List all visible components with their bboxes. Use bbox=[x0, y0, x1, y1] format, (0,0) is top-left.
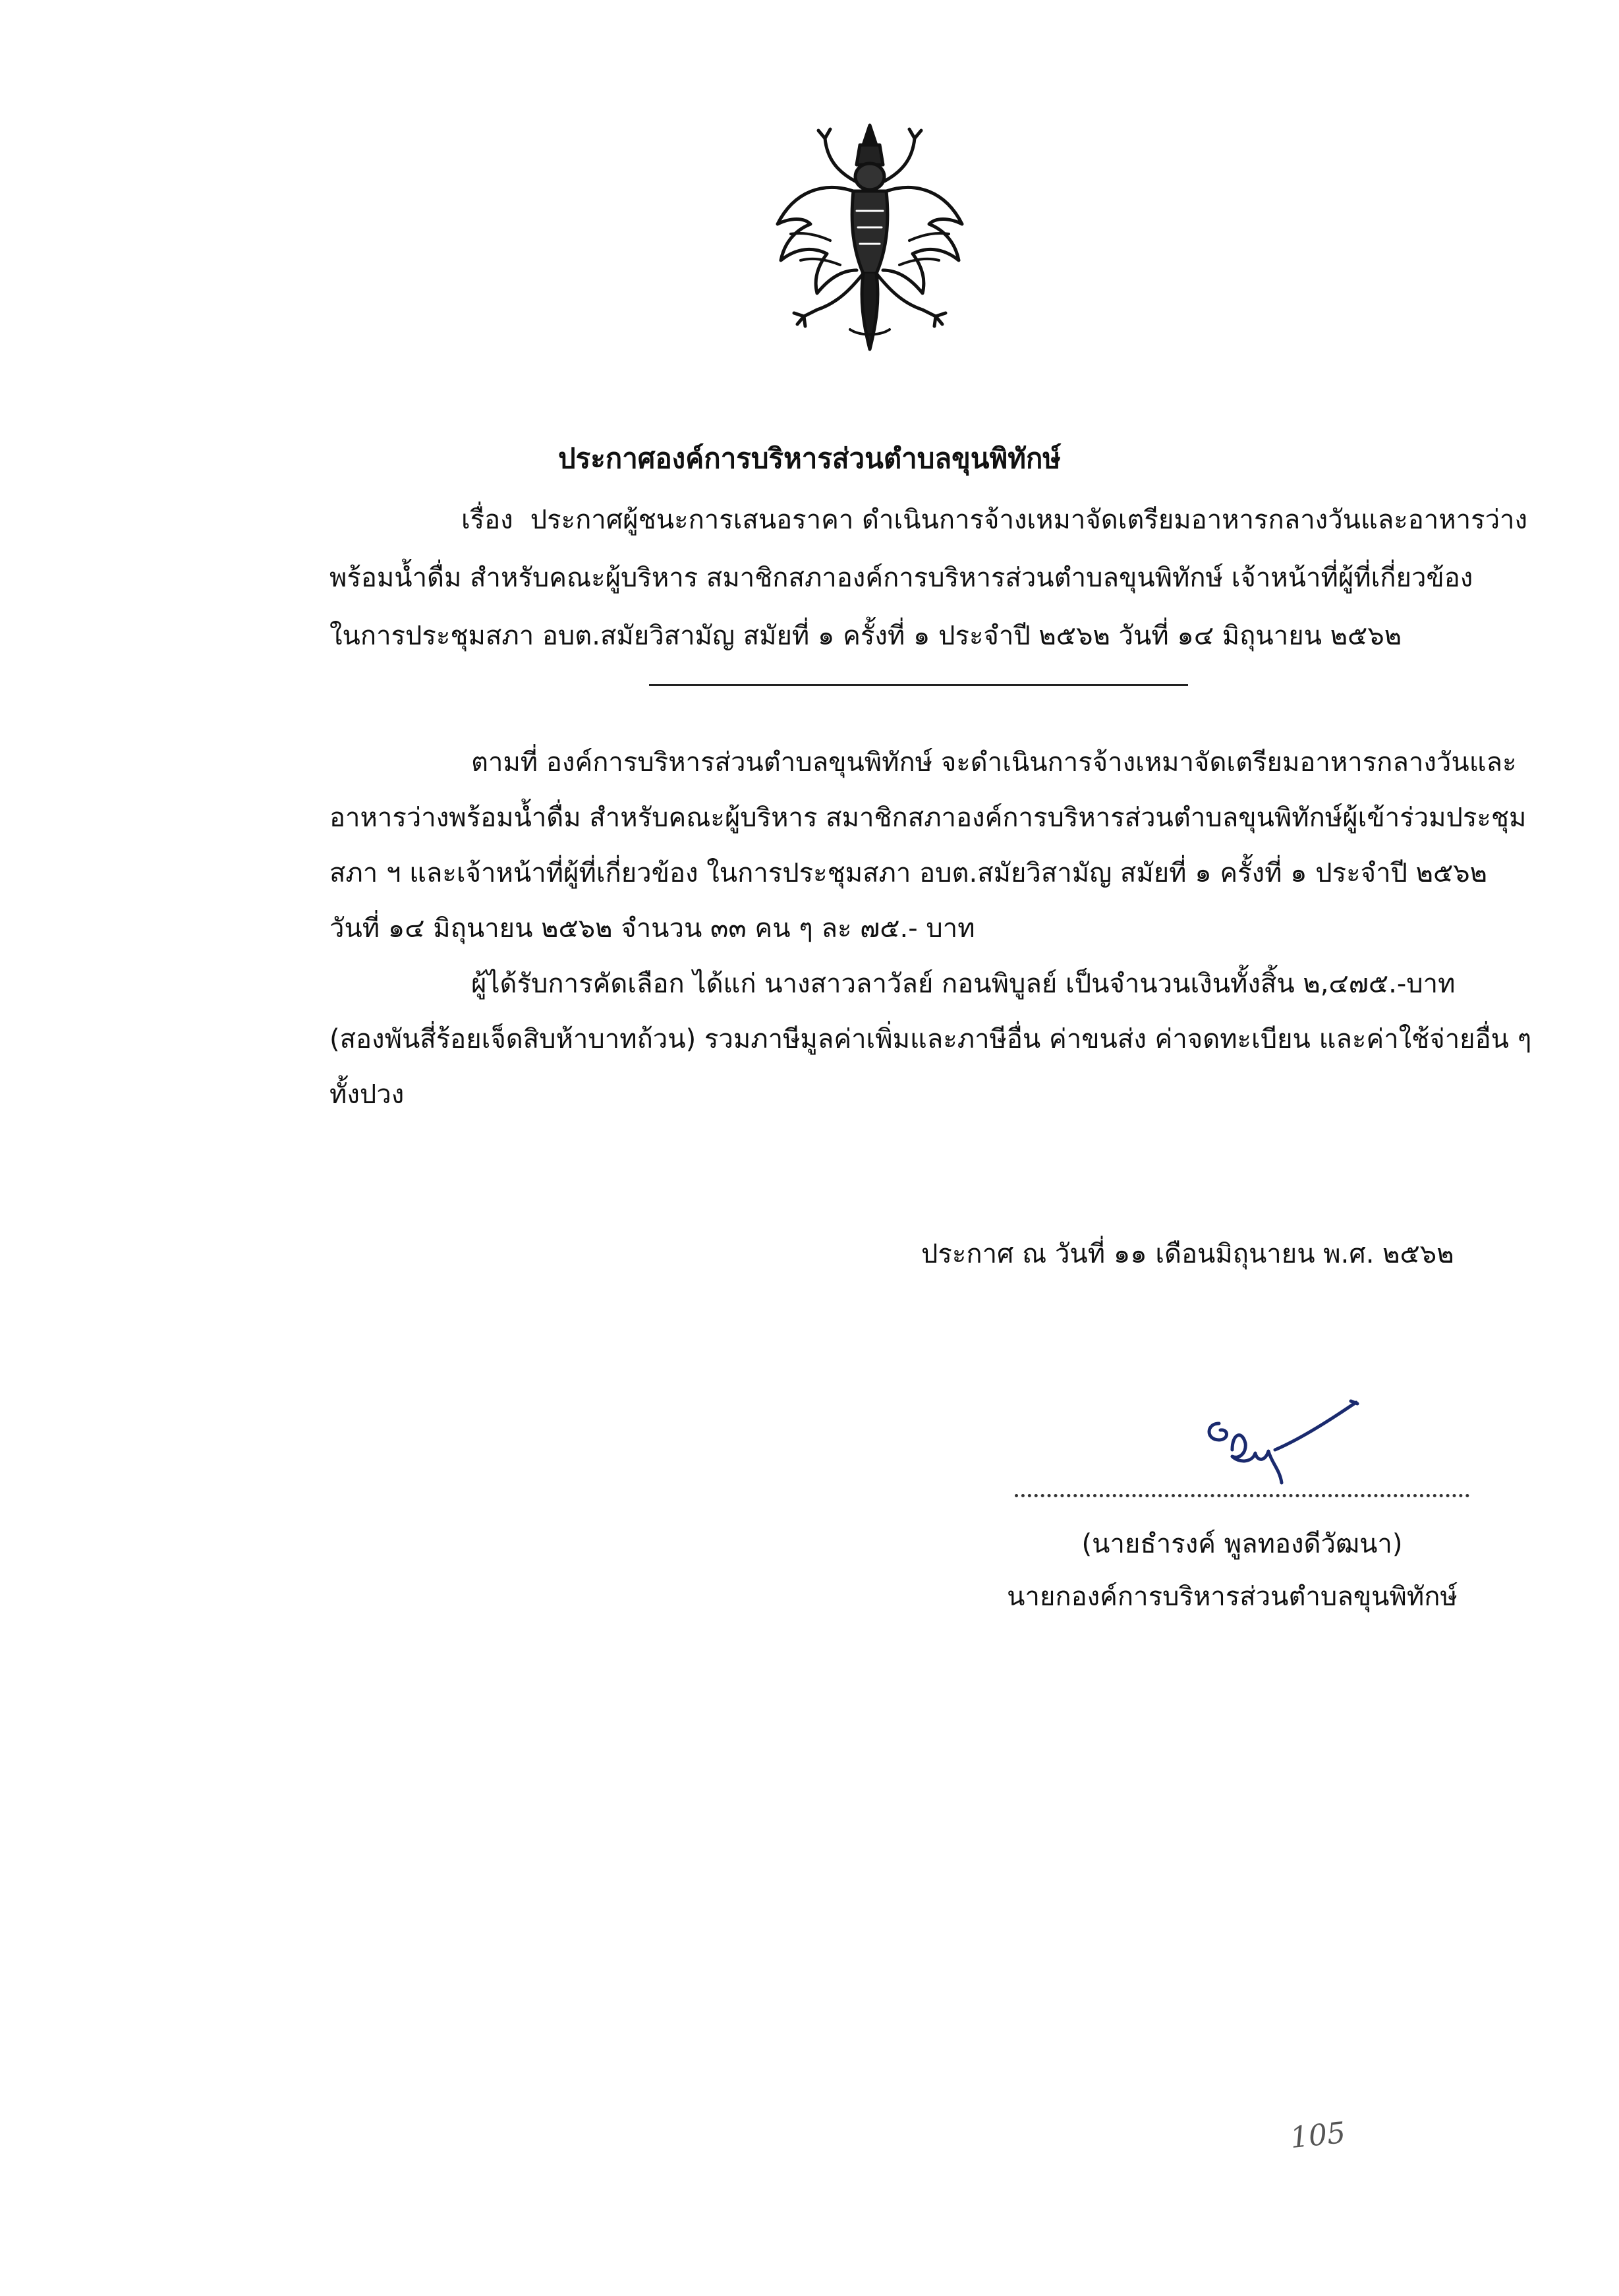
paragraph-2-line: ทั้งปวง bbox=[329, 1079, 405, 1110]
paragraph-2-line: (สองพันสี่ร้อยเจ็ดสิบห้าบาทถ้วน) รวมภาษีมูลค่าเพิ่มและภาษีอื่น ค่าขนส่ง ค่าจดทะเบียน และค่าใช้จ่ายอื่น ๆ bbox=[329, 1024, 1532, 1054]
subject-block bbox=[329, 491, 1581, 665]
announce-date: ประกาศ ณ วันที่ ๑๑ เดือนมิถุนายน พ.ศ. ๒๕๖๒ bbox=[921, 1239, 1454, 1269]
signer-name: (นายธำรงค์ พูลทองดีวัฒนา) bbox=[1081, 1529, 1403, 1559]
paragraph-1-line: ตามที่ องค์การบริหารส่วนตำบลขุนพิทักษ์ จะดำเนินการจ้างเหมาจัดเตรียมอาหารกลางวันและ bbox=[471, 747, 1517, 778]
subject-label: เรื่อง bbox=[461, 505, 513, 535]
paragraph-2-line: ผู้ได้รับการคัดเลือก ได้แก่ นางสาวลาวัลย์ กอนพิบูลย์ เป็นจำนวนเงินทั้งสิ้น ๒,๔๗๕.-บาท bbox=[471, 969, 1456, 999]
title-divider bbox=[649, 684, 1188, 686]
subject-line bbox=[329, 491, 1581, 549]
body-text bbox=[329, 735, 1581, 1122]
handwritten-signature bbox=[1133, 1377, 1371, 1503]
paragraph-1-line: อาหารว่างพร้อมน้ำดื่ม สำหรับคณะผู้บริหาร สมาชิกสภาองค์การบริหารส่วนตำบลขุนพิทักษ์ผู้เข้าร่วมประชุม bbox=[329, 803, 1527, 833]
document-title: ประกาศองค์การบริหารส่วนตำบลขุนพิทักษ์ bbox=[558, 442, 1061, 474]
signer-position: นายกองค์การบริหารส่วนตำบลขุนพิทักษ์ bbox=[1007, 1582, 1458, 1612]
subject-text-2: พร้อมน้ำดื่ม สำหรับคณะผู้บริหาร สมาชิกสภาองค์การบริหารส่วนตำบลขุนพิทักษ์ เจ้าหน้าที่ผู้ที่เกี่ยวข้อง bbox=[329, 563, 1473, 593]
subject-text-1: ประกาศผู้ชนะการเสนอราคา ดำเนินการจ้างเหมาจัดเตรียมอาหารกลางวันและอาหารว่าง bbox=[530, 505, 1528, 535]
paragraph-1-line: วันที่ ๑๔ มิถุนายน ๒๕๖๒ จำนวน ๓๓ คน ๆ ละ ๗๕.- บาท bbox=[329, 913, 975, 944]
subject-text-3: ในการประชุมสภา อบต.สมัยวิสามัญ สมัยที่ ๑ ครั้งที่ ๑ ประจำปี ๒๕๖๒ วันที่ ๑๔ มิถุนายน ๒๕๖๒ bbox=[329, 621, 1402, 651]
page-note: 105 bbox=[1288, 2115, 1348, 2156]
paragraph-1-line: สภา ฯ และเจ้าหน้าที่ผู้ที่เกี่ยวข้อง ในการประชุมสภา อบต.สมัยวิสามัญ สมัยที่ ๑ ครั้งที่ ๑ ประจำปี ๒๕๖๒ bbox=[329, 858, 1488, 888]
garuda-emblem-icon bbox=[764, 119, 975, 362]
signature-line bbox=[1015, 1494, 1469, 1497]
